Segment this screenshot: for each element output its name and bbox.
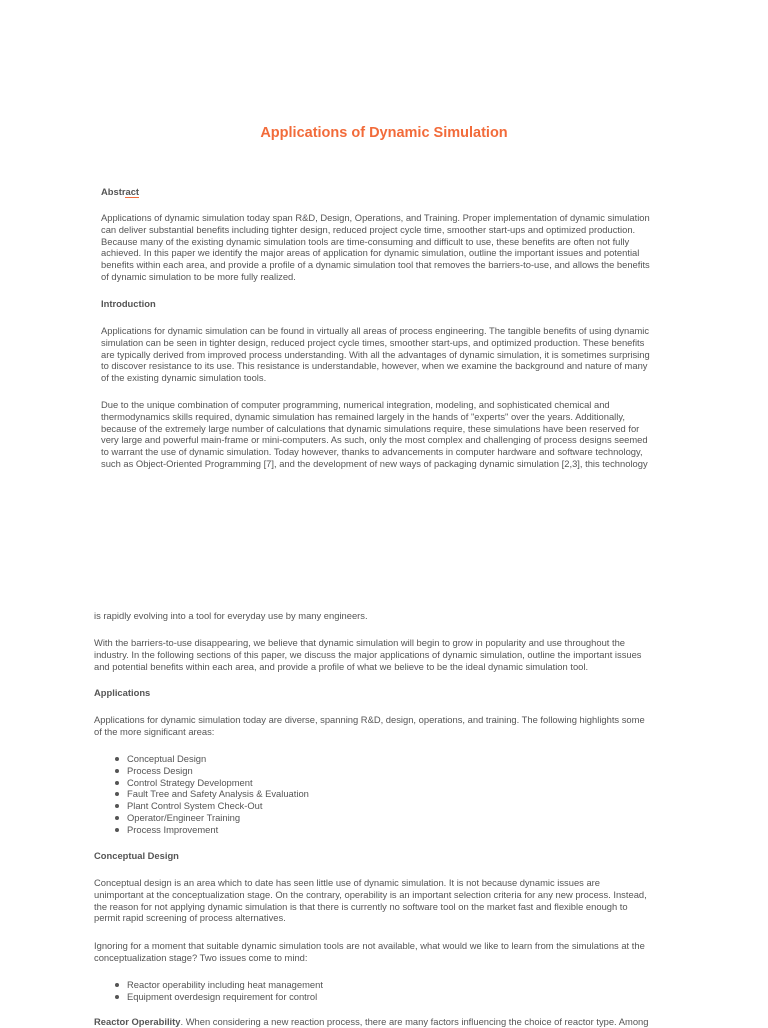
list-item: Operator/Engineer Training <box>112 812 309 824</box>
continuation-paragraph: is rapidly evolving into a tool for everyday use by many engineers. <box>94 610 368 621</box>
abstract-heading-start: Abstr <box>101 186 126 197</box>
list-item: Equipment overdesign requirement for control <box>112 991 323 1003</box>
list-item: Process Improvement <box>112 824 309 836</box>
introduction-paragraph-1: Applications for dynamic simulation can be found in virtually all areas of process engineering. The tangible benefits of using dynamic simulation can be seen in tighter design, reduced project cycle times, smoother start-ups, and optimized production. These benefits are typically derived from improved process understanding. With all the advantages of dynamic simulation, it is sometimes surprising to discover resistance to its use. This resistance is understandable, however, when we examine the background and nature of many of the existing dynamic simulation tools. <box>101 325 650 384</box>
introduction-heading: Introduction <box>101 298 156 309</box>
list-item: Fault Tree and Safety Analysis & Evaluation <box>112 788 309 800</box>
reactor-operability-paragraph <box>94 1016 684 1028</box>
applications-heading: Applications <box>94 687 151 698</box>
list-item: Control Strategy Development <box>112 777 309 789</box>
applications-paragraph: Applications for dynamic simulation today are diverse, spanning R&D, design, operations, and training. The following highlights some of the more significant areas: <box>94 714 645 737</box>
document-title: Applications of Dynamic Simulation <box>260 125 508 141</box>
conceptual-design-heading: Conceptual Design <box>94 850 179 861</box>
barriers-paragraph: With the barriers-to-use disappearing, we believe that dynamic simulation will begin to grow in popularity and use throughout the industry. In the following sections of this paper, we discuss the major applications of dynamic simulation, outline the important issues and potential benefits within each area, and provide a profile of what we believe to be the ideal dynamic simulation tool. <box>94 637 642 672</box>
introduction-paragraph-2: Due to the unique combination of computer programming, numerical integration, modeling, and sophisticated chemical and thermodynamics skills required, dynamic simulation has remained largely in the hands of "experts" over the years. Additionally, because of the extremely large number of calculations that dynamic simulations require, these simulations have been reserved for very large and powerful main-frame or mini-computers. As such, only the most complex and challenging of process designs seemed to warrant the use of dynamic simulation. Today however, thanks to advancements in computer hardware and software technology, such as Object-Oriented Programming [7], and the development of new ways of packaging dynamic simulation [2,3], this technology <box>101 399 648 469</box>
issues-list <box>112 979 323 1003</box>
list-item: Conceptual Design <box>112 753 309 765</box>
list-item: Process Design <box>112 765 309 777</box>
application-areas-list <box>112 753 309 836</box>
ignoring-paragraph: Ignoring for a moment that suitable dynamic simulation tools are not available, what would we like to learn from the simulations at the conceptualization stage? Two issues come to mind: <box>94 940 645 963</box>
reactor-operability-heading: Reactor Operability <box>94 1016 181 1027</box>
list-item: Reactor operability including heat management <box>112 979 323 991</box>
abstract-paragraph: Applications of dynamic simulation today span R&D, Design, Operations, and Training. Proper implementation of dynamic simulation can deliver substantial benefits including tighter design, reduced project cycle time, smoother start-ups and optimized production. Because many of the existing dynamic simulation tools are time-consuming and difficult to use, these benefits are often not fully achieved. In this paper we identify the major areas of application for dynamic simulation, outline the important issues and potential benefits within each area, and provide a profile of a dynamic simulation tool that removes the barriers-to-use, and allows the benefits of dynamic simulation to be more fully realized. <box>101 212 650 282</box>
conceptual-design-paragraph: Conceptual design is an area which to date has seen little use of dynamic simulation. It is not because dynamic issues are unimportant at the conceptualization stage. On the contrary, operability is an important selection criteria for any new process. Instead, the reason for not applying dynamic simulation is that there is currently no software tool on the market fast and flexible enough to permit rapid screening of process alternatives. <box>94 877 647 924</box>
abstract-heading <box>101 186 681 198</box>
abstract-heading-end: act <box>125 186 140 197</box>
reactor-operability-text: . When considering a new reaction process, there are many factors influencing the choice of reactor type. Among <box>180 1016 649 1027</box>
list-item: Plant Control System Check-Out <box>112 800 309 812</box>
